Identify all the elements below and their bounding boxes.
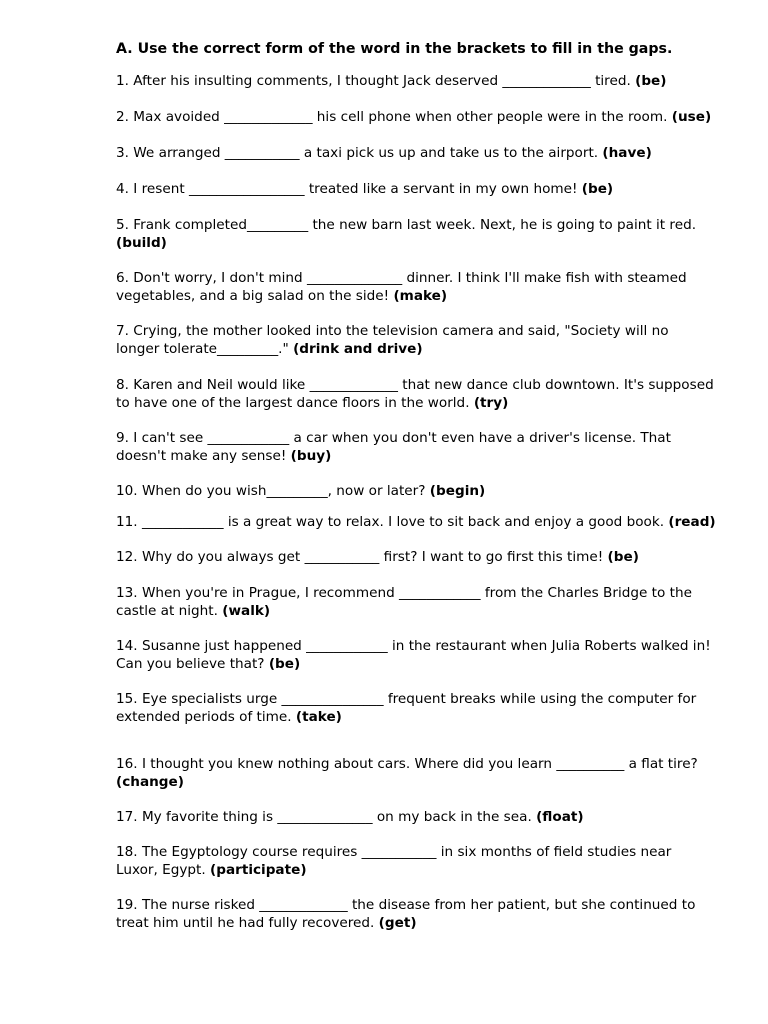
- question-4: [116, 180, 716, 198]
- question-16: [116, 755, 716, 791]
- question-hint: (begin): [429, 483, 486, 499]
- question-hint: (get): [378, 915, 417, 931]
- question-hint: (be): [607, 549, 639, 565]
- question-text: 11. ____________ is a great way to relax. I love to sit back and enjoy a good book.: [116, 514, 669, 530]
- question-hint: (make): [393, 288, 448, 304]
- question-3: [116, 144, 716, 162]
- section-heading: A. Use the correct form of the word in the brackets to fill in the gaps.: [116, 41, 673, 57]
- question-text: 14. Susanne just happened ____________ in the restaurant when Julia Roberts walked in! Can you believe that?: [116, 638, 711, 672]
- question-9: [116, 429, 716, 465]
- question-14: [116, 637, 716, 673]
- question-hint: (take): [295, 709, 342, 725]
- question-hint: (walk): [222, 603, 271, 619]
- question-hint: (change): [116, 774, 184, 790]
- question-5: [116, 216, 716, 252]
- question-text: 6. Don't worry, I don't mind ______________ dinner. I think I'll make fish with steamed vegetables, and a big salad on the side!: [116, 270, 687, 304]
- question-text: 16. I thought you knew nothing about cars. Where did you learn __________ a flat tire?: [116, 756, 698, 772]
- question-hint: (be): [268, 656, 301, 672]
- question-text: 7. Crying, the mother looked into the television camera and said, "Society will no longer tolerate_________.": [116, 323, 669, 357]
- question-hint: (build): [116, 235, 167, 251]
- question-text: 5. Frank completed_________ the new barn last week. Next, he is going to paint it red.: [116, 217, 697, 233]
- question-hint: (try): [473, 395, 509, 411]
- question-text: 19. The nurse risked _____________ the disease from her patient, but she continued to treat him until he had fully recovered.: [116, 897, 696, 931]
- question-15: [116, 690, 716, 726]
- question-text: 18. The Egyptology course requires ___________ in six months of field studies near Luxor, Egypt.: [116, 844, 672, 878]
- question-text: 1. After his insulting comments, I thought Jack deserved _____________ tired.: [116, 73, 636, 89]
- question-text: 13. When you're in Prague, I recommend ____________ from the Charles Bridge to the castle at night.: [116, 585, 692, 619]
- question-text: 10. When do you wish_________, now or later?: [116, 483, 430, 499]
- question-hint: (use): [671, 109, 712, 125]
- question-1: [116, 72, 716, 90]
- question-text: 3. We arranged ___________ a taxi pick us up and take us to the airport.: [116, 145, 603, 161]
- question-hint: (participate): [210, 862, 307, 878]
- question-text: 12. Why do you always get ___________ first? I want to go first this time!: [116, 549, 608, 565]
- question-hint: (float): [536, 809, 584, 825]
- question-11: [116, 513, 716, 531]
- question-2: [116, 108, 716, 126]
- question-18: [116, 843, 716, 879]
- question-text: 4. I resent _________________ treated like a servant in my own home!: [116, 181, 582, 197]
- question-text: 15. Eye specialists urge _______________ frequent breaks while using the computer for extended periods of time.: [116, 691, 697, 725]
- question-12: [116, 548, 716, 566]
- question-hint: (buy): [290, 448, 332, 464]
- question-text: 9. I can't see ____________ a car when you don't even have a driver's license. That doesn't make any sense!: [116, 430, 671, 464]
- question-text: 2. Max avoided _____________ his cell phone when other people were in the room.: [116, 109, 672, 125]
- question-7: [116, 322, 716, 358]
- question-text: 17. My favorite thing is ______________ on my back in the sea.: [116, 809, 537, 825]
- question-hint: (be): [581, 181, 614, 197]
- question-hint: (read): [668, 514, 716, 530]
- question-hint: (be): [635, 73, 667, 89]
- question-17: [116, 808, 716, 826]
- question-hint: (drink and drive): [293, 341, 423, 357]
- question-10: [116, 482, 716, 500]
- question-13: [116, 584, 716, 620]
- question-6: [116, 269, 716, 305]
- question-19: [116, 896, 716, 932]
- question-text: 8. Karen and Neil would like _____________ that new dance club downtown. It's supposed to have one of the largest dance floors in the world.: [116, 377, 714, 411]
- question-8: [116, 376, 716, 412]
- question-hint: (have): [602, 145, 652, 161]
